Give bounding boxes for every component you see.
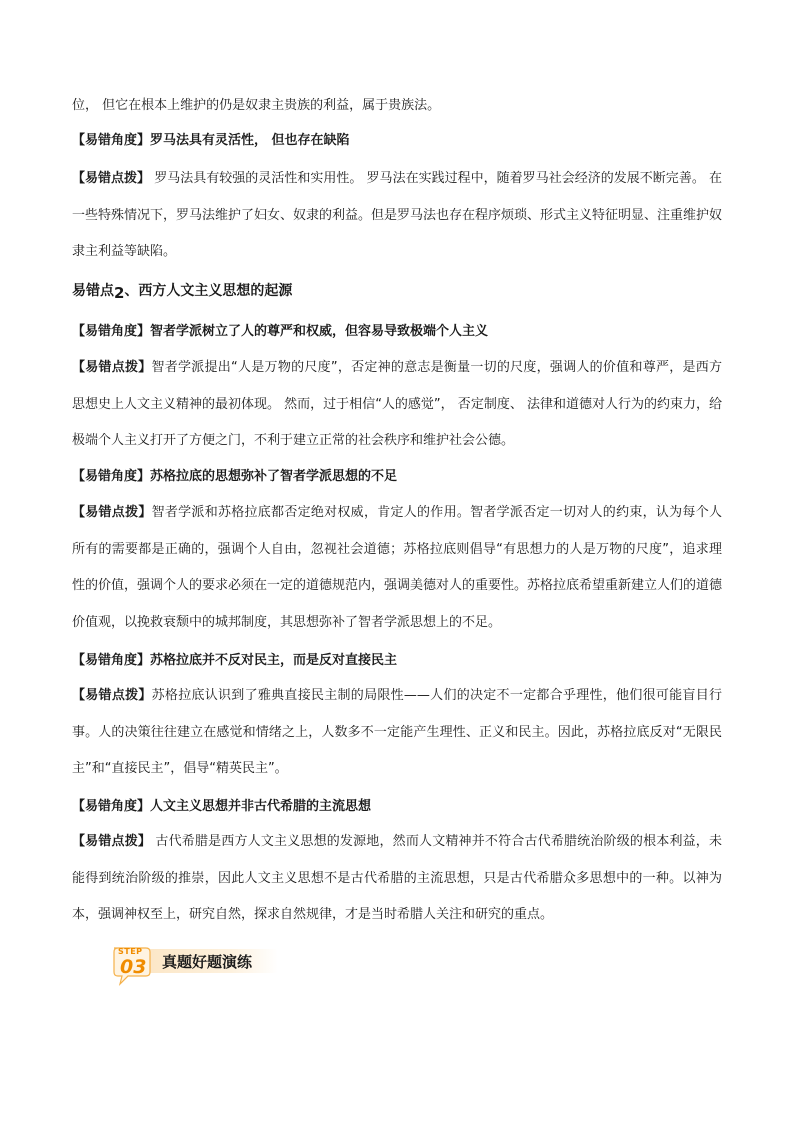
error-angle-heading-2 [72,322,722,342]
intro-text: 位， 但它在根本上维护的仍是奴隶主贵族的利益，属于贵族法。 [72,98,441,113]
tip-text: 古代希腊是西方人文主义思想的发源地，然而人文精神并不符合古代希腊统治阶级的根本利益，未能得到统治阶级的推崇，因此人文主义思想不是古代希腊的主流思想，只是古代希腊众多思想中的一种。以神为本，强调神权至上，研究自然，探求自然规律，才是当时希腊人关注和研究的重点。 [72,834,722,922]
error-angle-heading-5 [72,797,722,817]
tip-tag: 【易错点拨】 [72,505,152,520]
tip-text: 智者学派提出“人是万物的尺度”，否定神的意志是衡量一切的尺度，强调人的价值和尊严，是西方思想史上人文主义精神的最初体现。 然而，过于相信“人的感觉”， 否定制度、 法律和道德对人行为的约束力，给极端个人主义打开了方便之门，不利于建立正常的社会秩序和维护社会公德。 [72,360,722,448]
tip-tag: 【易错点拨】 [72,688,152,703]
tip-text: 智者学派和苏格拉底都否定绝对权威，肯定人的作用。智者学派否定一切对人的约束，认为每个人所有的需要都是正确的，强调个人自由，忽视社会道德；苏格拉底则倡导“有思想力的人是万物的尺度”，追求理性的价值，强调个人的要求必须在一定的道德规范内，强调美德对人的重要性。苏格拉底希望重新建立人们的道德价值观，以挽救衰颓中的城邦制度，其思想弥补了智者学派思想上的不足。 [72,505,723,630]
tip-tag: 【易错点拨】 [72,360,152,375]
step-number: 03 [120,956,147,978]
step-label: STEP [118,947,143,956]
section-title-number: 2 [114,284,125,302]
tip-tag: 【易错点拨】 [72,171,151,186]
error-angle-heading-1 [72,131,722,151]
tip-text: 苏格拉底认识到了雅典直接民主制的局限性——人们的决定不一定都合乎理性，他们很可能盲目行事。人的决策往往建立在感觉和情绪之上，人数多不一定能产生理性、正义和民主。因此，苏格拉底反对“无限民主”和“直接民主”，倡导“精英民主”。 [72,688,722,776]
error-tip-paragraph-4 [72,678,722,788]
intro-paragraph [72,88,722,125]
tip-tag: 【易错点拨】 [72,834,152,849]
angle-text: 苏格拉底的思想弥补了智者学派思想的不足 [150,469,398,484]
angle-tag: 【易错角度】 [72,469,151,484]
angle-tag: 【易错角度】 [72,799,151,814]
error-tip-paragraph-1 [72,161,722,271]
section-title-prefix: 易错点 [72,283,114,299]
angle-tag: 【易错角度】 [72,133,151,148]
angle-text: 智者学派树立了人的尊严和权威，但容易导致极端个人主义 [150,324,489,339]
angle-text: 罗马法具有灵活性， 但也存在缺陷 [150,133,350,148]
step-title: 真题好题演练 [162,953,253,971]
angle-text: 苏格拉底并不反对民主，而是反对直接民主 [150,653,398,668]
section-title [72,280,722,301]
error-angle-heading-3 [72,467,722,487]
error-tip-paragraph-3 [72,495,722,641]
error-tip-paragraph-2 [72,350,722,460]
step-03-banner [110,946,278,976]
error-tip-paragraph-5 [72,824,722,934]
angle-tag: 【易错角度】 [72,653,151,668]
angle-text: 人文主义思想并非古代希腊的主流思想 [150,799,372,814]
angle-tag: 【易错角度】 [72,324,151,339]
tip-text: 罗马法具有较强的灵活性和实用性。 罗马法在实践过程中，随着罗马社会经济的发展不断完善。 在一些特殊情况下，罗马法维护了妇女、奴隶的利益。但是罗马法也存在程序烦琐、形式主义特征明显、注重维护奴隶主利益等缺陷。 [72,171,723,259]
section-title-text: 、西方人文主义思想的起源 [124,283,293,299]
error-angle-heading-4 [72,651,722,671]
